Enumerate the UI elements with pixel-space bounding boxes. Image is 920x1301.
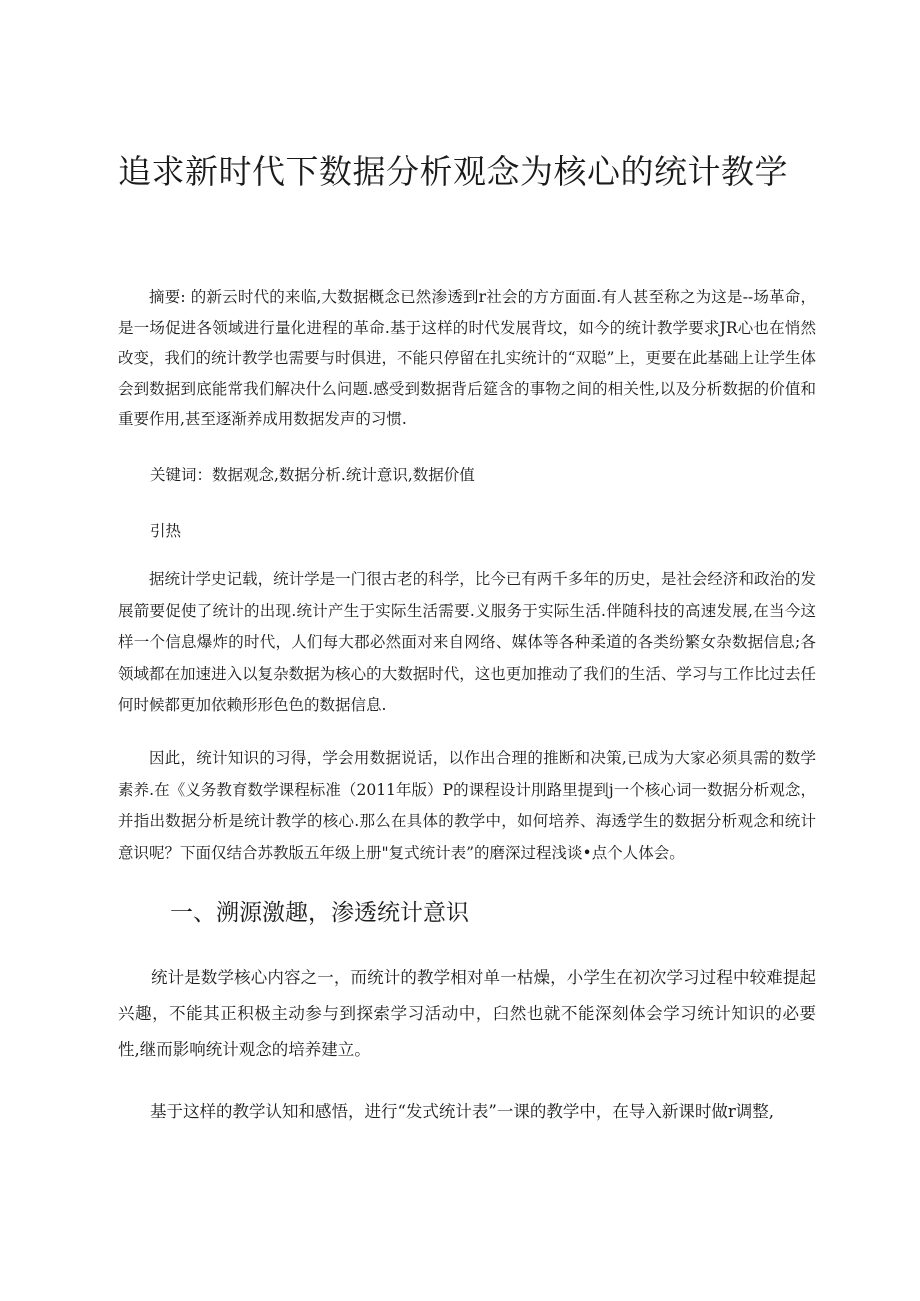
document-title: 追求新时代下数据分析观念为核心的统计教学 xyxy=(118,152,788,191)
body-paragraph-3: 统计是数学核心内容之一，而统计的教学相对单一枯燥，小学生在初次学习过程中较难提起兴趣，不能其正积极主动参与到探索学习活动中，臼然也就不能深刻体会学习统计知识的必要性,继而影响统计观念的培养建立。 xyxy=(118,968,816,1059)
body-paragraph-2: 因此，统计知识的习得，学会用数据说话，以作出合理的推断和决策,已成为大家必须具需的数学素养.在《义务教育数学课程标准（2011年版）P的课程设计刖路里提到j一个核心词一数据分析观念，并指出数据分析是统计教学的核心.那么在具体的教学中，如何培养、海透学生的数据分析观念和统计意识呢？下面仅结合苏教版五年级上册"复式统计表”的磨深过程浅谈•点个人体会。 xyxy=(118,749,816,862)
body-paragraph-4: 基于这样的教学认知和感悟，进行“发式统计表”一课的教学中，在导入新课时做r调整, xyxy=(150,1102,775,1121)
abstract-paragraph: 摘要: 的新云时代的来临,大数据概念已然渗透到r社会的方方面面.有人甚至称之为这是--场革命，是一场促进各领域进行量化进程的革命.基于这样的时代发展背坟，如今的统计教学要求JR心也在悄然改变，我们的统计教学也需要与时俱进，不能只停留在扎实统计的“双聪”上，更要在此基础上让学生体会到数据到底能常我们解决什么问题.感受到数据背后筵含的事物之间的相关性,以及分析数据的价值和重要作用,甚至逐渐养成用数据发声的习惯. xyxy=(118,288,816,428)
intro-heading: 引热 xyxy=(150,522,182,540)
section-heading-1: 一、溯源激趣，渗透统计意识 xyxy=(170,900,469,926)
body-paragraph-1: 据统计学史记载，统计学是一门很古老的科学，比今已有两千多年的历史，是社会经济和政治的发展箭要促使了统计的出现.统计产生于实际生活需要.义服务于实际生活.伴随科技的高速发展,在当今这样一个信息爆炸的时代，人们每大郡必然面对来自网络、媒体等各种柔道的各类纷繁女杂数据信息;各领域都在加速进入以复杂数据为核心的大数据时代，这也更加推动了我们的生活、学习与工作比过去任何时候都更加依赖形形色色的数据信息. xyxy=(118,570,816,714)
keywords-line: 关键词：数据观念,数据分析.统计意识,数据价值 xyxy=(150,466,475,484)
